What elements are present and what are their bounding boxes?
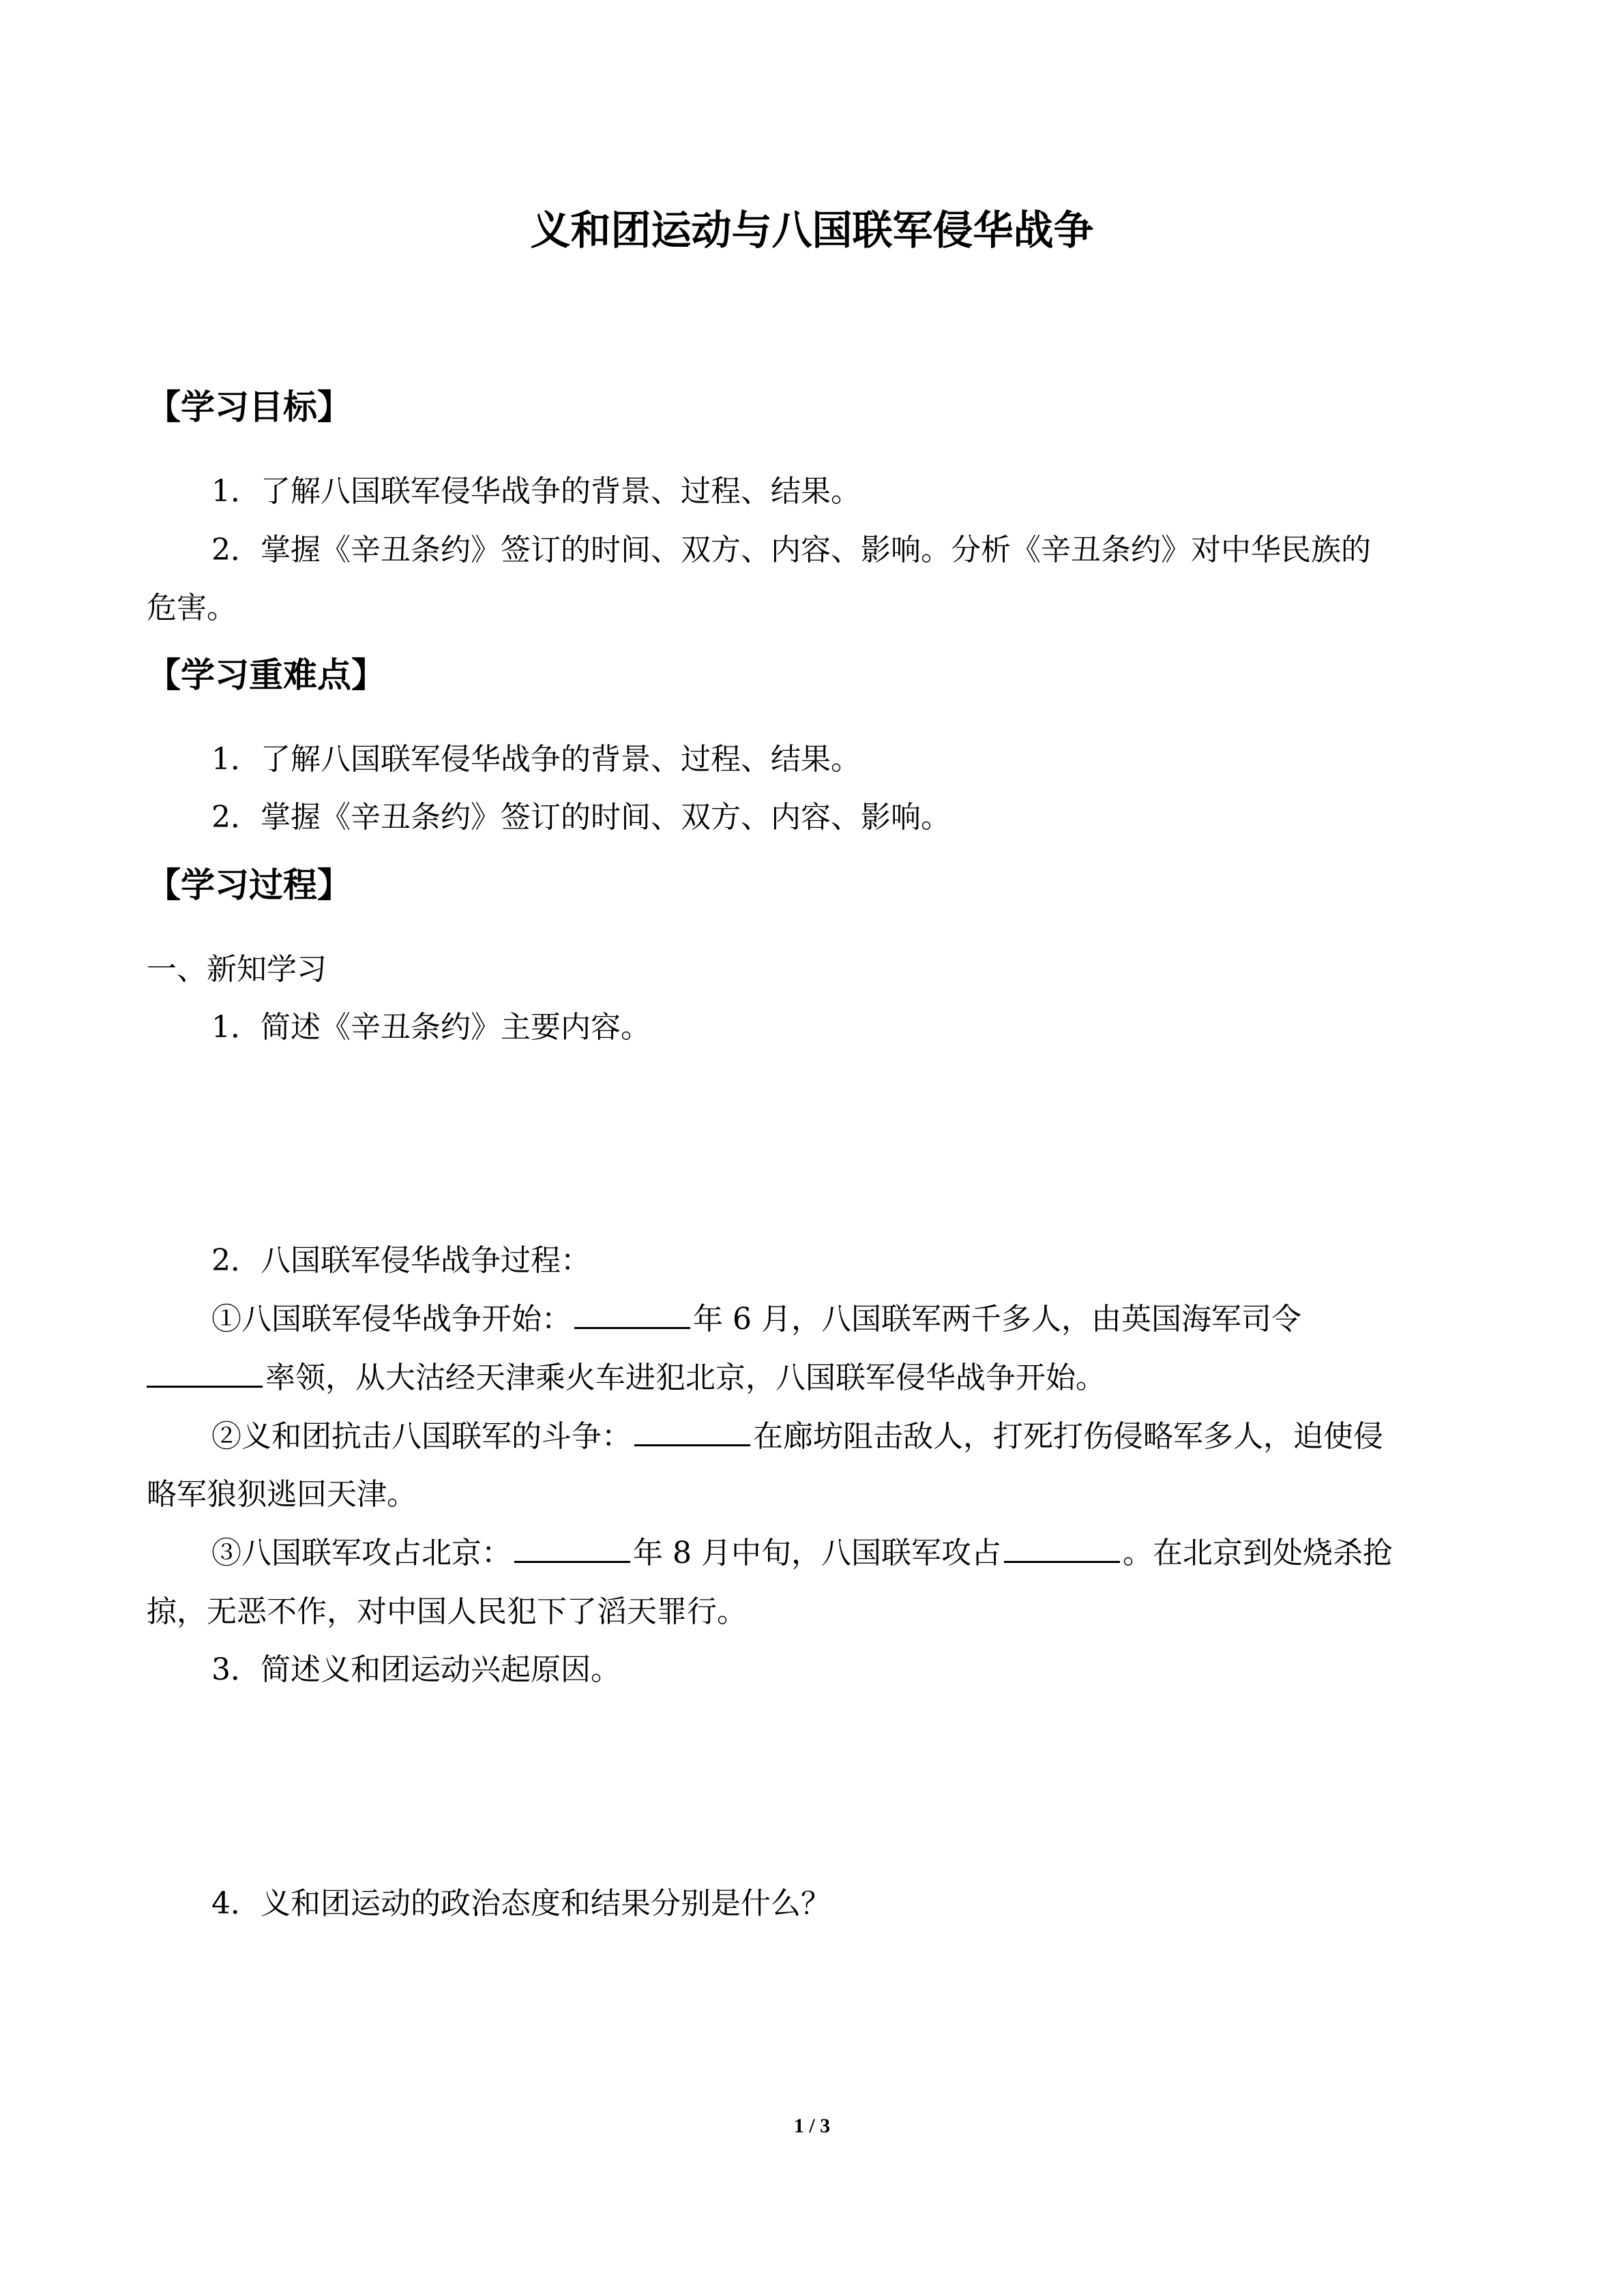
question-2b-prefix: ②义和团抗击八国联军的斗争： [211, 1419, 632, 1454]
question-2c-line-2: 掠，无恶不作，对中国人民犯下了滔天罪行。 [147, 1594, 747, 1629]
page-title: 义和团运动与八国联军侵华战争 [530, 207, 1094, 254]
objective-item-2-continued: 危害。 [147, 591, 237, 625]
key-point-item-2: 2．掌握《辛丑条约》签订的时间、双方、内容、影响。 [211, 800, 951, 835]
objective-item-2: 2．掌握《辛丑条约》签订的时间、双方、内容、影响。分析《辛丑条约》对中华民族的 [211, 533, 1371, 567]
question-2c-suffix: 。在北京到处烧杀抢 [1122, 1536, 1393, 1570]
question-2c-prefix: ③八国联军攻占北京： [211, 1536, 512, 1570]
question-2b-line-2: 略军狼狈逃回天津。 [147, 1477, 417, 1512]
question-2a-suffix: 年 6 月，八国联军两千多人，由英国海军司令 [693, 1302, 1301, 1337]
question-2b-suffix: 在廊坊阻击敌人，打死打伤侵略军多人，迫使侵 [753, 1419, 1383, 1454]
question-2: 2．八国联军侵华战争过程： [211, 1243, 591, 1278]
process-heading: 【学习过程】 [147, 865, 351, 905]
objective-item-1: 1．了解八国联军侵华战争的背景、过程、结果。 [211, 474, 861, 509]
fill-blank-resistance[interactable] [634, 1417, 750, 1446]
question-3: 3．简述义和团运动兴起原因。 [211, 1652, 621, 1687]
part-1-title: 一、新知学习 [147, 952, 327, 987]
page-number: 1 / 3 [793, 2115, 831, 2137]
objectives-heading: 【学习目标】 [147, 387, 351, 427]
question-2c-line-1 [211, 1532, 1393, 1575]
question-2a-prefix: ①八国联军侵华战争开始： [211, 1302, 572, 1337]
question-4: 4．义和团运动的政治态度和结果分别是什么？ [211, 1886, 831, 1921]
fill-blank-captured-city[interactable] [1004, 1534, 1120, 1563]
question-2a-line-1 [211, 1298, 1301, 1341]
key-point-item-1: 1．了解八国联军侵华战争的背景、过程、结果。 [211, 742, 861, 777]
question-2a-line-2 [147, 1357, 1106, 1399]
fill-blank-year-capture[interactable] [514, 1534, 630, 1563]
question-1: 1．简述《辛丑条约》主要内容。 [211, 1010, 651, 1045]
fill-blank-year-start[interactable] [574, 1300, 690, 1329]
question-2a-line-2-text: 率领，从大沽经天津乘火车进犯北京，八国联军侵华战争开始。 [265, 1360, 1106, 1395]
key-points-heading: 【学习重难点】 [147, 655, 385, 695]
question-2c-middle: 年 8 月中旬，八国联军攻占 [633, 1536, 1001, 1570]
question-2b-line-1 [211, 1416, 1383, 1458]
fill-blank-commander[interactable] [147, 1358, 263, 1388]
